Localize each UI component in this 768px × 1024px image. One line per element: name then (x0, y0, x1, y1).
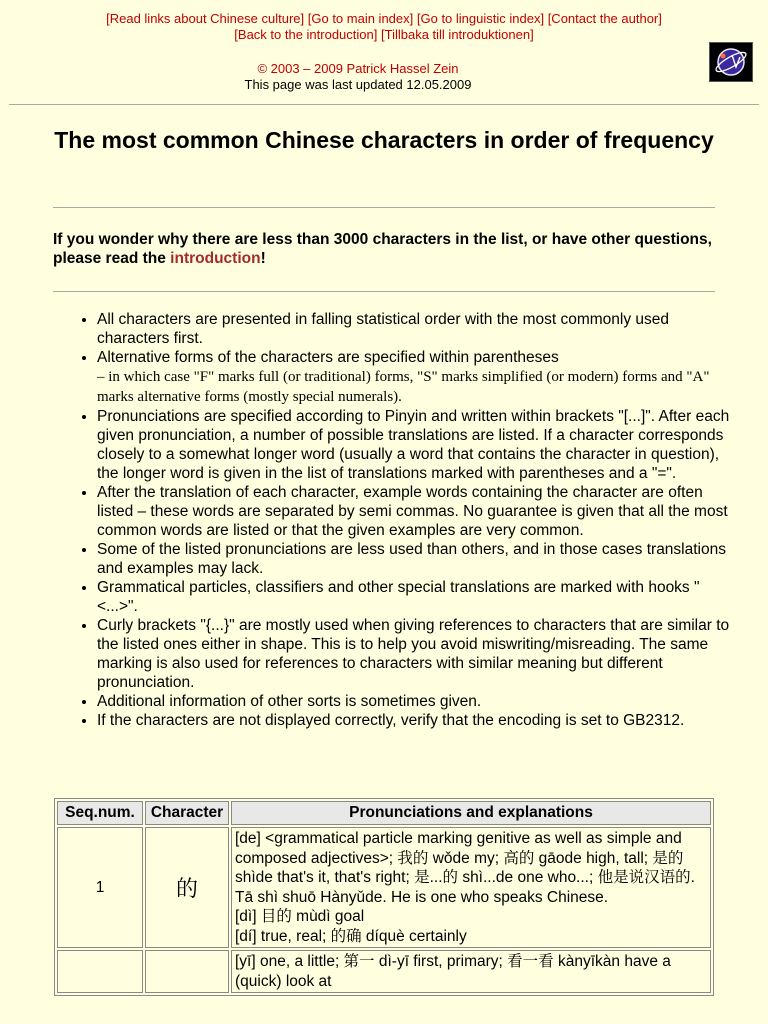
list-item (97, 348, 737, 407)
explanation-line: [dì] 目的 mùdì goal (235, 908, 365, 925)
character-cell: 的 (145, 827, 229, 948)
intro-paragraph (53, 230, 733, 268)
divider (9, 104, 759, 105)
seq-cell: 1 (57, 827, 143, 948)
characters-table (54, 798, 714, 996)
header-seq-num: Seq.num. (57, 801, 143, 825)
site-logo-icon[interactable] (709, 42, 753, 82)
list-item: • Curly brackets "{...}" are mostly used when giving references to characters that are similar to the listed ones either in shape. This is to help you avoid miswriting/misreading. The same marking is also used for references to characters with similar meaning but different pronunciation. (97, 616, 737, 692)
list-item: • After the translation of each character, example words containing the character are often listed – these words are separated by semi commas. No guarantee is given that all the most common words are listed or that the given examples are very common. (97, 483, 737, 540)
table-row (57, 827, 711, 948)
list-item-text: Alternative forms of the characters are specified within parentheses (97, 349, 559, 366)
list-item: • If the characters are not displayed correctly, verify that the encoding is set to GB2312. (97, 711, 737, 730)
list-item: • Some of the listed pronunciations are less used than others, and in those cases translations and examples may lack. (97, 540, 737, 578)
intro-text: If you wonder why there are less than 3000 characters in the list, or have other questions, please read the (53, 231, 712, 267)
list-item-serif-note: – in which case "F" marks full (or traditional) forms, "S" marks simplified (or modern) forms and "A" marks alternative forms (mostly special numerals). (97, 369, 710, 405)
seq-cell (57, 950, 143, 993)
notes-list (77, 310, 737, 730)
last-updated: This page was last updated 12.05.2009 (244, 77, 472, 92)
nav-link-chinese-culture[interactable]: [Read links about Chinese culture] (106, 11, 305, 26)
nav-link-tillbaka-introduktionen[interactable]: [Tillbaka till introduktionen] (381, 27, 534, 42)
explanation-cell (231, 950, 711, 993)
table-row (57, 950, 711, 993)
header-character: Character (145, 801, 229, 825)
nav-link-contact-author[interactable]: [Contact the author] (547, 11, 662, 26)
explanation-line: [dí] true, real; 的确 díquè certainly (235, 927, 467, 945)
header-pronunciations: Pronunciations and explanations (231, 801, 711, 825)
nav-link-main-index[interactable]: [Go to main index] (307, 11, 414, 26)
explanation-line: [de] <grammatical particle marking genitive as well as simple and composed adjectives>; 我的 wǒde my; 高的 gāode high, tall; 是的 shìde that's it, that's right; 是...的 shì...de one who...; 他是说汉语的. Tā shì shuō Hànyǔde. He is one who speaks Chinese. (235, 830, 695, 906)
list-item: • All characters are presented in falling statistical order with the most commonly used characters first. (97, 310, 737, 348)
list-item: • Pronunciations are specified according to Pinyin and written within brackets "[...]". After each given pronunciation, a number of possible translations are listed. If a character corresponds closely to a somewhat longer word (usually a word that contains the character in question), the longer word is given in the list of translations marked with parentheses and a "=". (97, 407, 737, 483)
explanation-cell (231, 827, 711, 948)
divider (53, 291, 715, 292)
nav-link-back-introduction[interactable]: [Back to the introduction] (234, 27, 378, 42)
copyright-notice: © 2003 – 2009 Patrick Hassel Zein (257, 61, 459, 76)
explanation-line: [yī] one, a little; 第一 dì-yī first, primary; 看一看 kànyīkàn have a (quick) look at (235, 953, 671, 990)
introduction-link[interactable]: introduction (170, 250, 261, 267)
list-item: • Additional information of other sorts is sometimes given. (97, 692, 737, 711)
divider (53, 207, 715, 208)
globe-icon (710, 43, 752, 81)
intro-text-end: ! (260, 250, 266, 267)
page-title: The most common Chinese characters in order of frequency (54, 127, 714, 153)
nav-link-linguistic-index[interactable]: [Go to linguistic index] (416, 11, 545, 26)
character-cell (145, 950, 229, 993)
table-header-row (57, 801, 711, 825)
list-item: • Grammatical particles, classifiers and other special translations are marked with hooks "<...>". (97, 578, 737, 616)
top-navigation (0, 11, 768, 43)
